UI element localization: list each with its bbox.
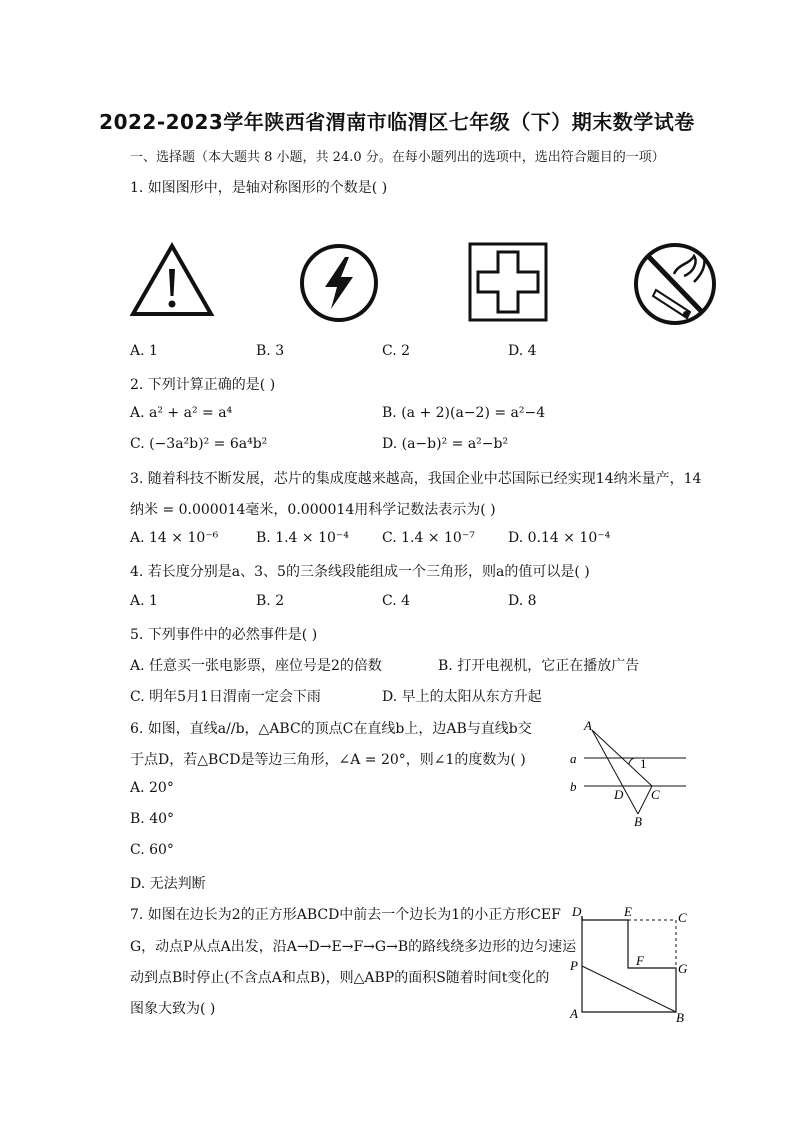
warning-triangle-icon [130,243,214,317]
q4-option-b[interactable]: B. 2 [256,593,285,609]
q5-option-d[interactable]: D. 早上的太阳从东方升起 [382,689,542,705]
q2-option-d[interactable]: D. (a−b)² = a²−b² [382,436,509,452]
label-C: C [678,910,687,925]
q6-option-d[interactable]: D. 无法判断 [130,876,206,892]
q4-option-c[interactable]: C. 4 [382,593,411,609]
label-B: B [634,814,642,829]
segment-bc [638,786,652,814]
question-6-line-2: 于点D，若△BCD是等边三角形，∠A = 20°，则∠1的度数为( ) [130,752,526,768]
q6-figure [566,718,692,828]
q4-option-a[interactable]: A. 1 [130,593,158,609]
question-3-line-1: 3. 随着科技不断发展，芯片的集成度越来越高，我国企业中芯国际已经实现14纳米量产，14 [130,471,702,487]
q3-option-d[interactable]: D. 0.14 × 10⁻⁴ [508,530,611,546]
no-smoking-icon [632,242,718,326]
question-5-stem: 5. 下列事件中的必然事件是( ) [130,627,318,643]
question-7-line-3: 动到点B时停止(不含点A和点B)，则△ABP的面积S随着时间t变化的 [130,970,550,986]
label-A: A [584,718,592,733]
q1-option-d[interactable]: D. 4 [508,343,537,359]
q6-option-c[interactable]: C. 60° [130,842,174,858]
cross-square-icon [468,242,548,322]
label-F: F [636,953,644,968]
q6-option-a[interactable]: A. 20° [130,780,174,796]
q3-option-b[interactable]: B. 1.4 × 10⁻⁴ [256,530,349,546]
angle-1-arc [629,758,634,764]
label-1: 1 [640,756,647,771]
q1-option-b[interactable]: B. 3 [256,343,285,359]
q3-option-a[interactable]: A. 14 × 10⁻⁶ [130,530,219,546]
q4-option-d[interactable]: D. 8 [508,593,537,609]
q2-option-b[interactable]: B. (a + 2)(a−2) = a²−4 [382,405,546,421]
label-A: A [570,1006,578,1021]
lightning-circle-icon [299,243,379,323]
question-6-line-1: 6. 如图，直线a//b，△ABC的顶点C在直线b上，边AB与直线b交 [130,721,532,737]
q2-option-a[interactable]: A. a² + a² = a⁴ [130,405,233,421]
q6-option-b[interactable]: B. 40° [130,811,175,827]
question-7-line-2: G，动点P从点A出发，沿A→D→E→F→G→B的路线绕多边形的边匀速运 [130,939,577,955]
segment-pb [582,966,676,1012]
question-7-line-1: 7. 如图在边长为2的正方形ABCD中前去一个边长为1的小正方形CEF [130,907,561,923]
polygon-adefgb [582,916,676,1012]
label-a: a [570,751,577,766]
label-b: b [570,779,577,794]
question-3-line-2: 纳米 = 0.000014毫米，0.000014用科学记数法表示为( ) [130,502,496,518]
q5-option-c[interactable]: C. 明年5月1日渭南一定会下雨 [130,689,321,705]
question-2-stem: 2. 下列计算正确的是( ) [130,377,276,393]
label-B: B [676,1010,684,1025]
label-G: G [678,961,688,976]
q2-option-c[interactable]: C. (−3a²b)² = 6a⁴b² [130,436,268,452]
label-D: D [614,787,624,802]
label-E: E [624,904,632,919]
label-D: D [572,904,582,919]
label-C: C [651,787,660,802]
q1-option-a[interactable]: A. 1 [130,343,158,359]
question-1-stem: 1. 如图图形中，是轴对称图形的个数是( ) [130,180,388,196]
q1-option-c[interactable]: C. 2 [382,343,411,359]
section-heading: 一、选择题（本大题共 8 小题，共 24.0 分。在每小题列出的选项中，选出符合题目的一项） [130,150,665,165]
label-P: P [570,958,578,973]
q7-figure [566,902,696,1026]
question-7-line-4: 图象大致为( ) [130,1001,216,1017]
page-title: 2022-2023学年陕西省渭南市临渭区七年级（下）期末数学试卷 [99,110,695,134]
q3-option-c[interactable]: C. 1.4 × 10⁻⁷ [382,530,475,546]
q5-option-b[interactable]: B. 打开电视机，它正在播放广告 [438,658,640,674]
q5-option-a[interactable]: A. 任意买一张电影票，座位号是2的倍数 [130,658,382,674]
question-4-stem: 4. 若长度分别是a、3、5的三条线段能组成一个三角形，则a的值可以是( ) [130,564,590,580]
